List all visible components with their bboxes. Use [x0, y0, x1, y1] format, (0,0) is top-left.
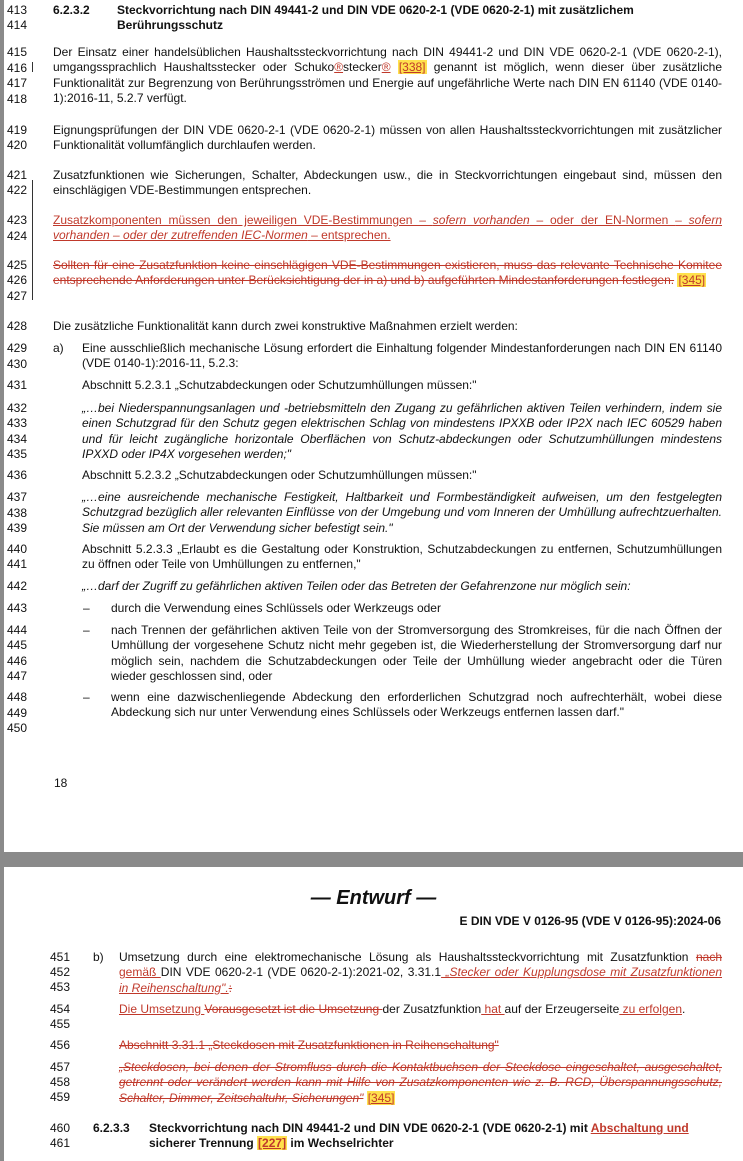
line-number: 434 — [7, 432, 28, 446]
text: DIN VDE 0620-2-1 (VDE 0620-2-1):2021-02, 3.31.1 — [160, 965, 442, 980]
deleted-paragraph — [53, 258, 722, 289]
line-number: 415 — [7, 45, 28, 59]
text: . — [682, 1002, 686, 1016]
line-number: 454 — [50, 1002, 71, 1016]
line-number: 453 — [50, 980, 71, 994]
line-number: 461 — [50, 1136, 71, 1150]
line-number: 435 — [7, 447, 28, 461]
document-page-18 — [4, 0, 743, 852]
document-id: E DIN VDE V 0126-95 (VDE V 0126-95):2024-06 — [459, 914, 721, 928]
text: im Wechselrichter — [287, 1136, 394, 1151]
line-number: 458 — [50, 1075, 71, 1089]
line-number: 427 — [7, 289, 28, 303]
line-number: 419 — [7, 123, 28, 137]
list-item: wenn eine dazwischenliegende Abdeckung den erforderlichen Schutzgrad noch aufrechterhält, wobei diese Abdeckung sich nur unter Verwendung eines Schlüssels oder Werkzeugs entfernen lassen darf." — [111, 690, 722, 720]
inserted-text: hat — [481, 1002, 505, 1016]
paragraph — [53, 45, 722, 107]
line-number: 413 — [7, 3, 28, 17]
line-number: 437 — [7, 490, 28, 504]
deleted-text: Vorausgesetzt ist die Umsetzung — [204, 1002, 383, 1016]
inserted-text: – entsprechen. — [307, 228, 391, 243]
line-number: 451 — [50, 950, 71, 964]
line-number: 421 — [7, 168, 28, 182]
deleted-text: : — [228, 980, 233, 995]
line-number: 438 — [7, 506, 28, 520]
line-number: 417 — [7, 76, 28, 90]
inserted-text: ® — [381, 60, 391, 75]
comment-reference[interactable]: [227] — [258, 1136, 287, 1151]
inserted-text: zu erfolgen — [619, 1002, 682, 1016]
list-label: b) — [93, 950, 104, 964]
bullet-dash: – — [83, 690, 90, 704]
line-number: 444 — [7, 623, 28, 637]
line-number: 442 — [7, 579, 28, 593]
section-heading — [149, 1121, 722, 1152]
line-number: 414 — [7, 18, 28, 32]
draft-watermark: — Entwurf — — [310, 887, 437, 909]
inserted-text: Die Umsetzung — [119, 1002, 205, 1016]
line-number: 436 — [7, 468, 28, 482]
line-number: 446 — [7, 654, 28, 668]
line-number: 443 — [7, 601, 28, 615]
text: sicherer Trennung — [149, 1136, 254, 1151]
inserted-text: sofern vorhanden — [432, 213, 530, 227]
text: auf der Erzeugerseite — [504, 1002, 620, 1016]
paragraph: Abschnitt 5.2.3.1 „Schutzabdeckungen oder Schutzumhüllungen müssen:" — [82, 378, 477, 392]
paragraph: Abschnitt 5.2.3.3 „Erlaubt es die Gestaltung oder Konstruktion, Schutzabdeckungen zu entfernen, Schutzumhüllungen zu öffnen oder Teile von Umhüllungen zu entfernen," — [82, 542, 722, 572]
line-number: 459 — [50, 1090, 71, 1104]
bullet-dash: – — [83, 601, 90, 615]
comment-reference[interactable]: [345] — [678, 273, 706, 288]
line-number: 420 — [7, 138, 28, 152]
text: der Zusatzfunktion — [382, 1002, 482, 1016]
line-number: 432 — [7, 401, 28, 415]
inserted-text: Abschaltung und — [590, 1121, 689, 1135]
deleted-quote — [119, 1060, 722, 1106]
line-number: 426 — [7, 273, 28, 287]
paragraph: Eignungsprüfungen der DIN VDE 0620-2-1 (VDE 0620-2-1) müssen von allen Haushaltssteckvorrichtungen mit zusätzlicher Funktionalität vollumfänglich durchlaufen werden. — [53, 123, 722, 153]
list-item — [119, 950, 722, 996]
list-label: a) — [53, 341, 64, 355]
line-number: 418 — [7, 92, 28, 106]
bullet-dash: – — [83, 623, 90, 637]
inserted-text: gemäß — [119, 965, 161, 980]
line-number: 440 — [7, 542, 28, 556]
line-number: 452 — [50, 965, 71, 979]
text: Der Einsatz einer handelsüblichen Haushaltssteckvorrichtung nach DIN 49441-2 und DIN VDE 0620-2-1 (VDE 0620-2-1), umgangssprachlich Haushaltsstecker oder Schuko — [53, 45, 722, 75]
text: Umsetzung durch eine elektromechanische Lösung als Haushaltssteckvorrichtung mit Zusatzfunktion — [119, 950, 696, 964]
line-number: 448 — [7, 690, 28, 704]
quote: „…bei Niederspannungsanlagen und -betriebsmitteln den Zugang zu gefährlichen aktiven Teilen verhindern, indem sie einen Schutzgrad für den Schutz gegen elektrischen Schlag von mindestens IPXXB oder IP2X nach IEC 60529 haben und für leicht zugängliche horizontale Oberflächen von Schutz-abdeckungen oder Schutzumhüllungen mindestens IPXXD oder IP4X vorgesehen werden;" — [82, 401, 722, 462]
line-number: 457 — [50, 1060, 71, 1074]
line-number: 428 — [7, 319, 28, 333]
deleted-text: nach — [695, 950, 722, 964]
line-number: 433 — [7, 416, 28, 430]
section-number: 6.2.3.2 — [53, 3, 90, 17]
quote: „…darf der Zugriff zu gefährlichen aktiven Teilen oder das Betreten der Gefahrenzone nur möglich sein: — [82, 579, 631, 593]
section-number: 6.2.3.3 — [93, 1121, 130, 1135]
line-number: 423 — [7, 213, 28, 227]
inserted-text: – oder der EN-Normen — [529, 213, 676, 227]
paragraph: Die zusätzliche Funktionalität kann durch zwei konstruktive Maßnahmen erzielt werden: — [53, 319, 518, 333]
line-number: 447 — [7, 669, 28, 683]
paragraph: Zusatzfunktionen wie Sicherungen, Schalter, Abdeckungen usw., die in Steckvorrichtungen eingebaut sind, müssen den einschlägigen VDE-Bestimmungen entsprechen. — [53, 168, 722, 198]
line-number: 416 — [7, 61, 28, 75]
list-item: durch die Verwendung eines Schlüssels oder Werkzeugs oder — [111, 601, 441, 615]
comment-reference[interactable]: [338] — [398, 60, 426, 75]
line-number: 425 — [7, 258, 28, 272]
paragraph — [119, 1002, 722, 1017]
line-number: 441 — [7, 557, 28, 571]
line-number: 455 — [50, 1017, 71, 1031]
line-number: 439 — [7, 521, 28, 535]
text: genannt ist möglich, wenn dieser über zusätzliche Funktionalität zur Begrenzung von Berührungsströmen und Energie auf ungefährliche Werte nach DIN EN 61140 (VDE 0140-1):2016-11, 5.2.7 verfügt. — [53, 60, 722, 106]
deleted-text: Abschnitt 3.31.1 „Steckdosen mit Zusatzfunktionen in Reihenschaltung" — [119, 1038, 499, 1052]
section-heading: Steckvorrichtung nach DIN 49441-2 und DIN VDE 0620-2-1 (VDE 0620-2-1) mit zusätzlichem Berührungsschutz — [117, 3, 634, 33]
text: stecker — [343, 60, 382, 75]
line-number: 429 — [7, 341, 28, 355]
line-number: 431 — [7, 378, 28, 392]
paragraph: Abschnitt 5.2.3.2 „Schutzabdeckungen oder Schutzumhüllungen müssen:" — [82, 468, 477, 482]
line-number: 430 — [7, 357, 28, 371]
comment-reference[interactable]: [345] — [367, 1090, 395, 1105]
line-number: 456 — [50, 1038, 71, 1052]
line-number: 449 — [7, 706, 28, 720]
document-page-19 — [4, 867, 743, 1161]
text: Steckvorrichtung nach DIN 49441-2 und DIN VDE 0620-2-1 (VDE 0620-2-1) mit — [149, 1121, 591, 1135]
inserted-paragraph — [53, 213, 722, 244]
line-number: 450 — [7, 721, 28, 735]
deleted-text: „Steckdosen, bei denen der Stromfluss durch die Kontaktbuchsen der Steckdose eingeschaltet, ausgeschaltet, getrennt oder verändert werden kann mit Hilfe von Zusatzkomponenten wie z. B. RCD, Überspannungsschutz, Schalter, Dimmer, Zeitschaltuhr, Sicherungen" — [119, 1060, 722, 1105]
line-number: 422 — [7, 183, 28, 197]
list-item: Eine ausschließlich mechanische Lösung erfordert die Einhaltung folgender Mindestanforderungen nach DIN EN 61140 (VDE 0140-1):2016-11, 5.2.3: — [82, 341, 722, 371]
inserted-text: „Stecker oder Kupplungsdose mit Zusatzfunktionen in Reihenschaltung". — [119, 965, 723, 995]
inserted-text: Zusatzkomponenten müssen den jeweiligen VDE-Bestimmungen – — [53, 213, 433, 227]
inserted-text: ® — [334, 60, 344, 75]
list-item: nach Trennen der gefährlichen aktiven Teile von der Stromversorgung des Stromkreises, für die nach Öffnen der Umhüllung der vorgesehene Schutz nicht mehr gegeben ist, die Wiederherstellung der Stromversorgung darf nur möglich sein, nachdem die Schutzabdeckungen oder Teile der Umhüllung wieder angebracht oder die Türen wieder geschlossen sind, oder — [111, 623, 722, 684]
inserted-text: – sofern vorhanden – oder der zutreffenden IEC-Normen — [53, 213, 723, 243]
page-number: 18 — [54, 776, 68, 790]
line-number: 445 — [7, 638, 28, 652]
deleted-paragraph — [119, 1038, 722, 1053]
line-number: 460 — [50, 1121, 71, 1135]
line-number: 424 — [7, 229, 28, 243]
quote: „…eine ausreichende mechanische Festigkeit, Haltbarkeit und Formbeständigkeit aufweisen, um den festgelegten Schutzgrad bezüglich aller relevanten Einflüsse von der Umgebung und vom Inneren der Umhüllung aufrechtzuerhalten. Sie müssen am Ort der Verwendung sicher befestigt sein." — [82, 490, 722, 535]
deleted-text: Sollten für eine Zusatzfunktion keine einschlägigen VDE-Bestimmungen existieren, muss das relevante Technische Komitee entsprechende Anforderungen unter Berücksichtigung der in a) und b) aufgeführten Mindestanforderungen festlegen. — [53, 258, 722, 288]
